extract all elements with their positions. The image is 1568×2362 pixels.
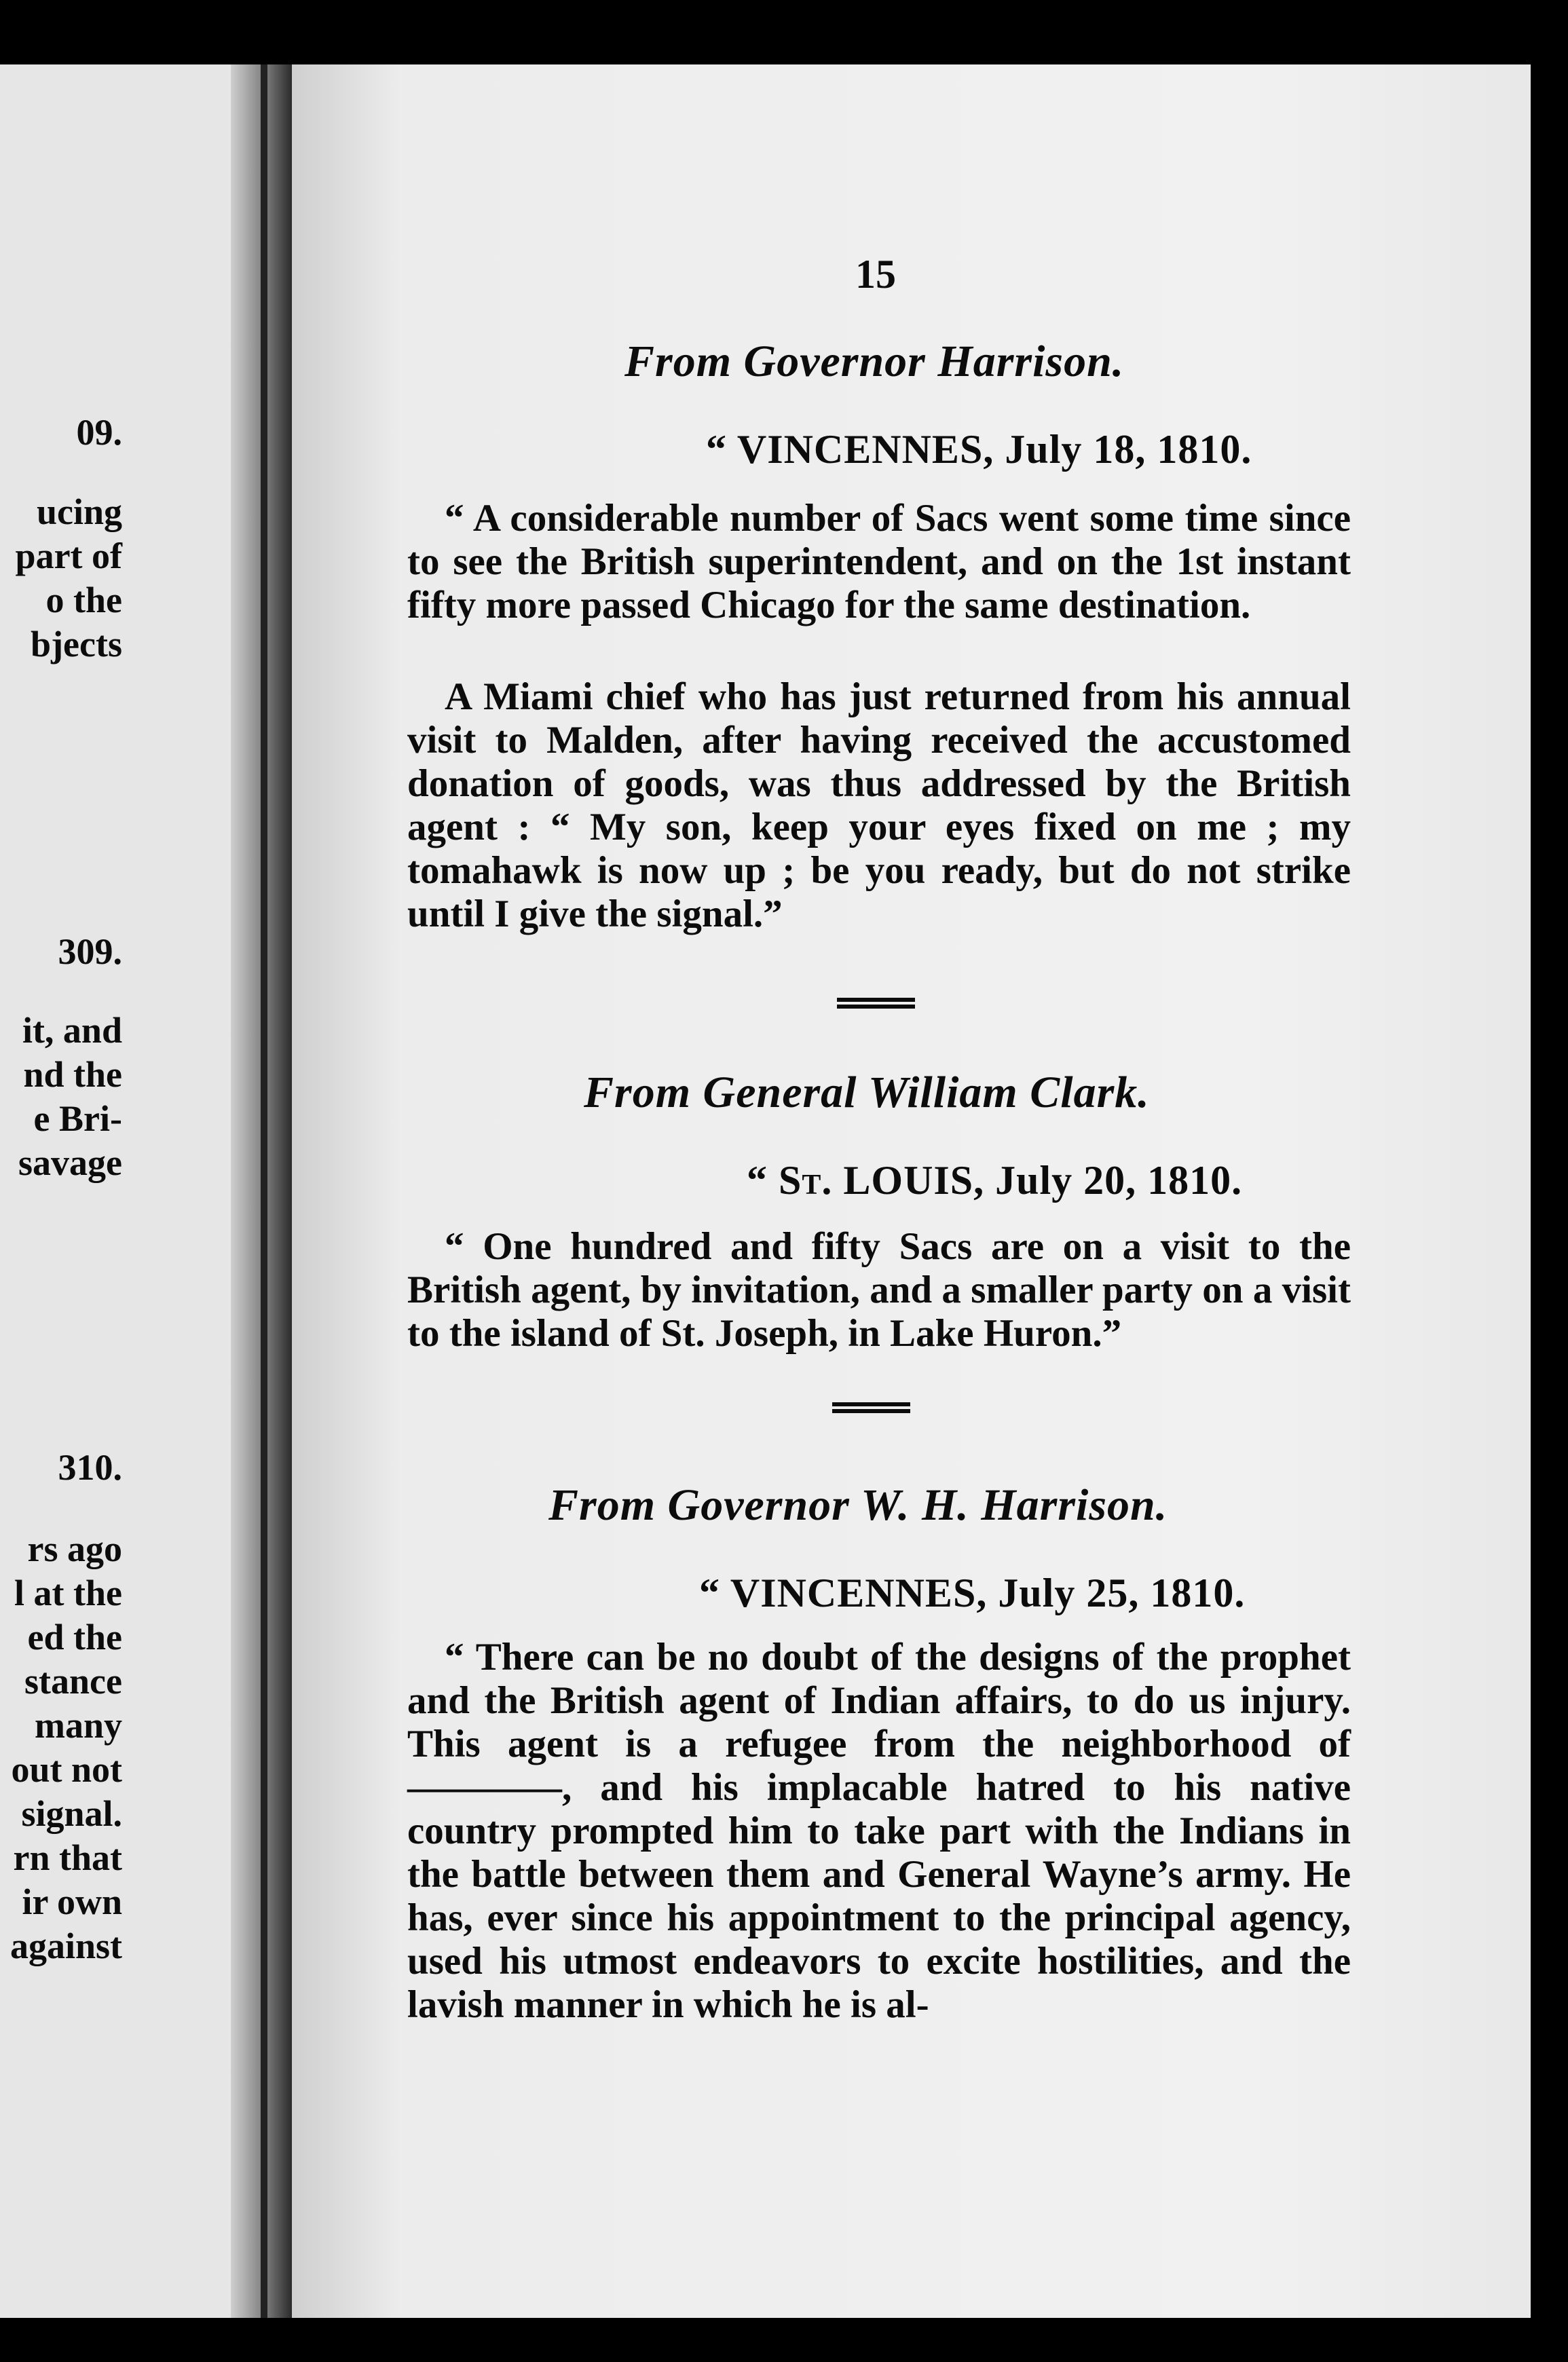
- left-fragment: ed the: [27, 1617, 122, 1657]
- left-fragment: many: [34, 1705, 122, 1746]
- section-title: From Governor W. H. Harrison.: [548, 1480, 1168, 1530]
- left-fragment: bjects: [31, 624, 122, 664]
- left-fragment: 309.: [58, 931, 122, 972]
- left-page: [0, 64, 258, 2318]
- paragraph: “ There can be no doubt of the designs of the prophet and the British agent of Indian affairs, to do us injury. This agent is a refugee from the neighborhood of ————, and his implacable hatred to his native country prompted him to take part with the Indians in the battle between them and General Wayne’s army. He has, ever since his appointment to the principal agency, used his utmost endeavors to excite hostilities, and the lavish manner in which he is al-: [407, 1636, 1351, 2026]
- left-fragment: nd the: [23, 1054, 122, 1095]
- left-fragment: o the: [45, 580, 122, 620]
- left-fragment: signal.: [21, 1793, 122, 1834]
- dateline-smallcaps: St.: [779, 1158, 833, 1203]
- paragraph: “ A considerable number of Sacs went some time since to see the British superintendent, and on the 1st instant fifty more passed Chicago for the same destination.: [407, 497, 1351, 626]
- dateline: [747, 1157, 1242, 1204]
- left-fragment: against: [10, 1926, 122, 1966]
- section-title: From General William Clark.: [584, 1068, 1150, 1117]
- section-divider: [837, 998, 915, 1009]
- dateline: “ VINCENNES, July 25, 1810.: [699, 1571, 1246, 1615]
- left-fragment: rn that: [13, 1837, 122, 1878]
- section-title: From Governor Harrison.: [624, 337, 1125, 386]
- left-fragment: part of: [15, 536, 122, 576]
- dateline: “ VINCENNES, July 18, 1810.: [706, 427, 1252, 472]
- left-fragment: rs ago: [27, 1529, 122, 1569]
- left-fragment: 09.: [76, 412, 122, 453]
- left-fragment: ucing: [36, 491, 122, 532]
- left-fragment: savage: [18, 1142, 122, 1183]
- page-number: 15: [855, 252, 896, 297]
- left-fragment: out not: [11, 1749, 122, 1790]
- section-divider: [832, 1402, 910, 1413]
- paragraph: “ One hundred and fifty Sacs are on a visit to the British agent, by invitation, and a smaller party on a visit to the island of St. Joseph, in Lake Huron.”: [407, 1225, 1351, 1355]
- left-fragment: it, and: [22, 1010, 122, 1051]
- dateline-quote: “: [747, 1158, 768, 1203]
- dateline-rest: LOUIS, July 20, 1810.: [832, 1158, 1243, 1203]
- left-fragment: e Bri-: [33, 1098, 122, 1139]
- page-edge-line: [261, 64, 267, 2318]
- left-fragment: 310.: [58, 1447, 122, 1488]
- paragraph: A Miami chief who has just returned from his annual visit to Malden, after having received the accustomed donation of goods, was thus addressed by the British agent : “ My son, keep your eyes fixed on me ; my tomahawk is now up ; be you ready, but do not strike until I give the signal.”: [407, 675, 1351, 935]
- left-fragment: l at the: [14, 1573, 122, 1613]
- left-fragment: stance: [24, 1661, 122, 1702]
- left-fragment: ir own: [22, 1881, 122, 1922]
